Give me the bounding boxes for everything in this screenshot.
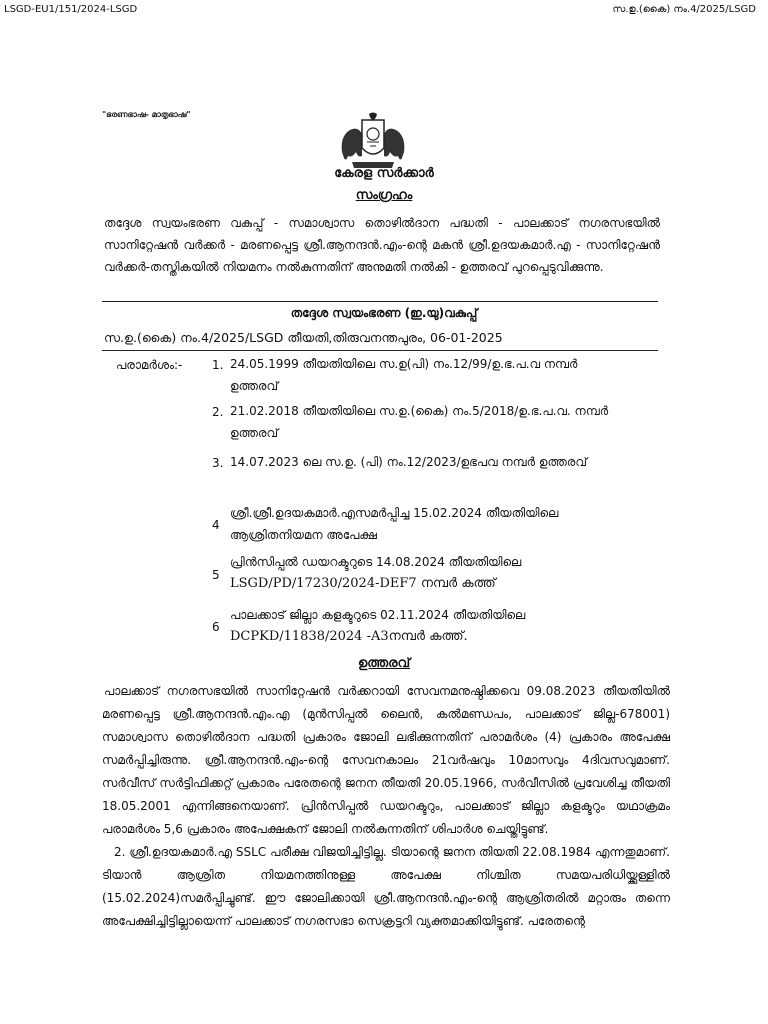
reference-line: 24.05.1999 തീയതിയിലെ സ.ഉ(പി) നം.12/99/ഉ.ഭ.പ.വ നമ്പർ ഉത്തരവ്	[230, 357, 578, 393]
kerala-emblem-icon	[338, 112, 408, 172]
document-code-left: LSGD-EU1/151/2024-LSGD	[4, 4, 138, 15]
reference-item	[230, 353, 610, 397]
reference-item	[230, 604, 610, 648]
reference-number: 4	[212, 518, 220, 532]
reference-number: 3.	[212, 456, 224, 470]
reference-number: 6	[212, 620, 220, 634]
reference-line: പ്രിൻസിപ്പൽ ഡയറക്ടറുടെ 14.08.2024 തീയതിയിലെ	[230, 555, 522, 569]
reference-item	[230, 451, 610, 473]
divider-bottom	[102, 350, 658, 351]
reference-item	[230, 502, 610, 546]
references-label: പരാമർശം:-	[116, 358, 183, 372]
order-body	[102, 680, 670, 933]
reference-number: 2.	[212, 405, 224, 419]
reference-line: 21.02.2018 തീയതിയിലെ സ.ഉ.(കൈ) നം.5/2018/ഉ.ഭ.പ.വ. നമ്പർ	[230, 404, 609, 418]
reference-line: ഉത്തരവ്	[230, 426, 279, 440]
reference-line: LSGD/PD/17230/2024-DEF7 നമ്പർ കത്ത്	[230, 576, 496, 591]
order-paragraph-2: 2. ശ്രീ.ഉദയകമാർ.എ SSLC പരീക്ഷ വിജയിച്ചിട്ടില്ല. ടിയാന്റെ ജനന തിയതി 22.08.1984 എന്നതുമാണ്. ടിയാൻ ആശ്രിത നിയമനത്തിനുള്ള അപേക്ഷ നിശ്ചിത സമയപരിധിയ്ക്കുള്ളിൽ (15.02.2024)സമർപ്പിച്ചുണ്ട്. ഈ ജോലിക്കായി ശ്രീ.ആനന്ദൻ.എം-ന്റെ ആശ്രിതരിൽ മറ്റാരും തന്നെ അപേക്ഷിച്ചിട്ടില്ലായെന്ന് പാലക്കാട് നഗരസഭാ സെക്രട്ടറി വ്യക്തമാക്കിയിട്ടുണ്ട്. പരേതന്റെ	[102, 845, 670, 928]
order-heading: ഉത്തരവ്	[357, 656, 411, 671]
reference-line: പാലക്കാട് ജില്ലാ കളക്ടറുടെ 02.11.2024 തീയതിയിലെ	[230, 608, 526, 622]
motto-text: "ഭരണഭാഷ- മാതൃഭാഷ"	[102, 110, 191, 119]
reference-item	[230, 551, 610, 595]
divider-top	[102, 301, 658, 302]
order-paragraph-1: പാലക്കാട് നഗരസഭയിൽ സാനിറ്റേഷൻ വർക്കറായി സേവനമനുഷ്ഠിക്കവെ 09.08.2023 തീയതിയിൽ മരണപ്പെട്ട ശ്രീ.ആനന്ദൻ.എം.എ (മുൻസിപ്പൽ ലൈൻ, കൽമണ്ഡപം, പാലക്കാട് ജില്ല-678001) സമാശ്വാസ തൊഴിൽദാന പദ്ധതി പ്രകാരം ജോലി ലഭിക്കുന്നതിന് പരാമർശം (4) പ്രകാരം അപേക്ഷ സമർപ്പിച്ചിരുന്നു. ശ്രീ.ആനന്ദൻ.എം-ന്റെ സേവനകാലം 21വർഷവും 10മാസവും 4ദിവസവുമാണ്. സർവീസ് സർട്ടിഫിക്കറ്റ് പ്രകാരം പരേതന്റെ ജനന തീയതി 20.05.1966, സർവീസിൽ പ്രവേശിച്ച തീയതി 18.05.2001 എന്നിങ്ങനെയാണ്. പ്രിൻസിപ്പൽ ഡയറക്ടറും, പാലക്കാട് ജില്ലാ കളക്ടറും യഥാക്രമം പരാമർശം 5,6 പ്രകാരം അപേക്ഷകന് ജോലി നൽകുന്നതിന് ശിപാർശ ചെയ്തിട്ടുണ്ട്.	[102, 684, 670, 836]
document-code-right: സ.ഉ.(കൈ) നം.4/2025/LSGD	[612, 4, 756, 15]
reference-line: 14.07.2023 ലെ സ.ഉ. (പി) നം.12/2023/ഉഭപവ നമ്പർ ഉത്തരവ്	[230, 455, 587, 469]
summary-paragraph: തദ്ദേശ സ്വയംഭരണ വകുപ്പ് - സമാശ്വാസ തൊഴിൽദാന പദ്ധതി - പാലക്കാട് നഗരസഭയിൽ സാനിറ്റേഷൻ വർക്കർ - മരണപ്പെട്ട ശ്രീ.ആനന്ദൻ.എം-ന്റെ മകൻ ശ്രീ.ഉദയകമാർ.എ - സാനിറ്റേഷൻ വർക്കർ-തസ്തികയിൽ നിയമനം നൽകുന്നതിന് അനുമതി നൽകി - ഉത്തരവ് പുറപ്പെടുവിക്കുന്നു.	[104, 216, 660, 274]
reference-number: 5	[212, 568, 220, 582]
reference-line: DCPKD/11838/2024 -A3നമ്പർ കത്ത്.	[230, 629, 468, 644]
reference-line: ആശ്രിതനിയമന അപേക്ഷ	[230, 528, 377, 542]
department-title: തദ്ദേശ സ്വയംഭരണ (ഇ.യു)വകുപ്പ്	[290, 306, 478, 320]
reference-number: 1.	[212, 358, 224, 372]
government-title: കേരള സർക്കാർ	[334, 166, 434, 181]
order-number-line: സ.ഉ.(കൈ) നം.4/2025/LSGD തീയതി,തിരുവനന്തപുരം, 06-01-2025	[104, 330, 503, 345]
reference-line: ശ്രീ.ശ്രീ.ഉദയകമാർ.എസമർപ്പിച്ച 15.02.2024 തീയതിയിലെ	[230, 506, 559, 520]
reference-item	[230, 400, 610, 444]
summary-heading: സംഗ്രഹം	[355, 188, 413, 203]
